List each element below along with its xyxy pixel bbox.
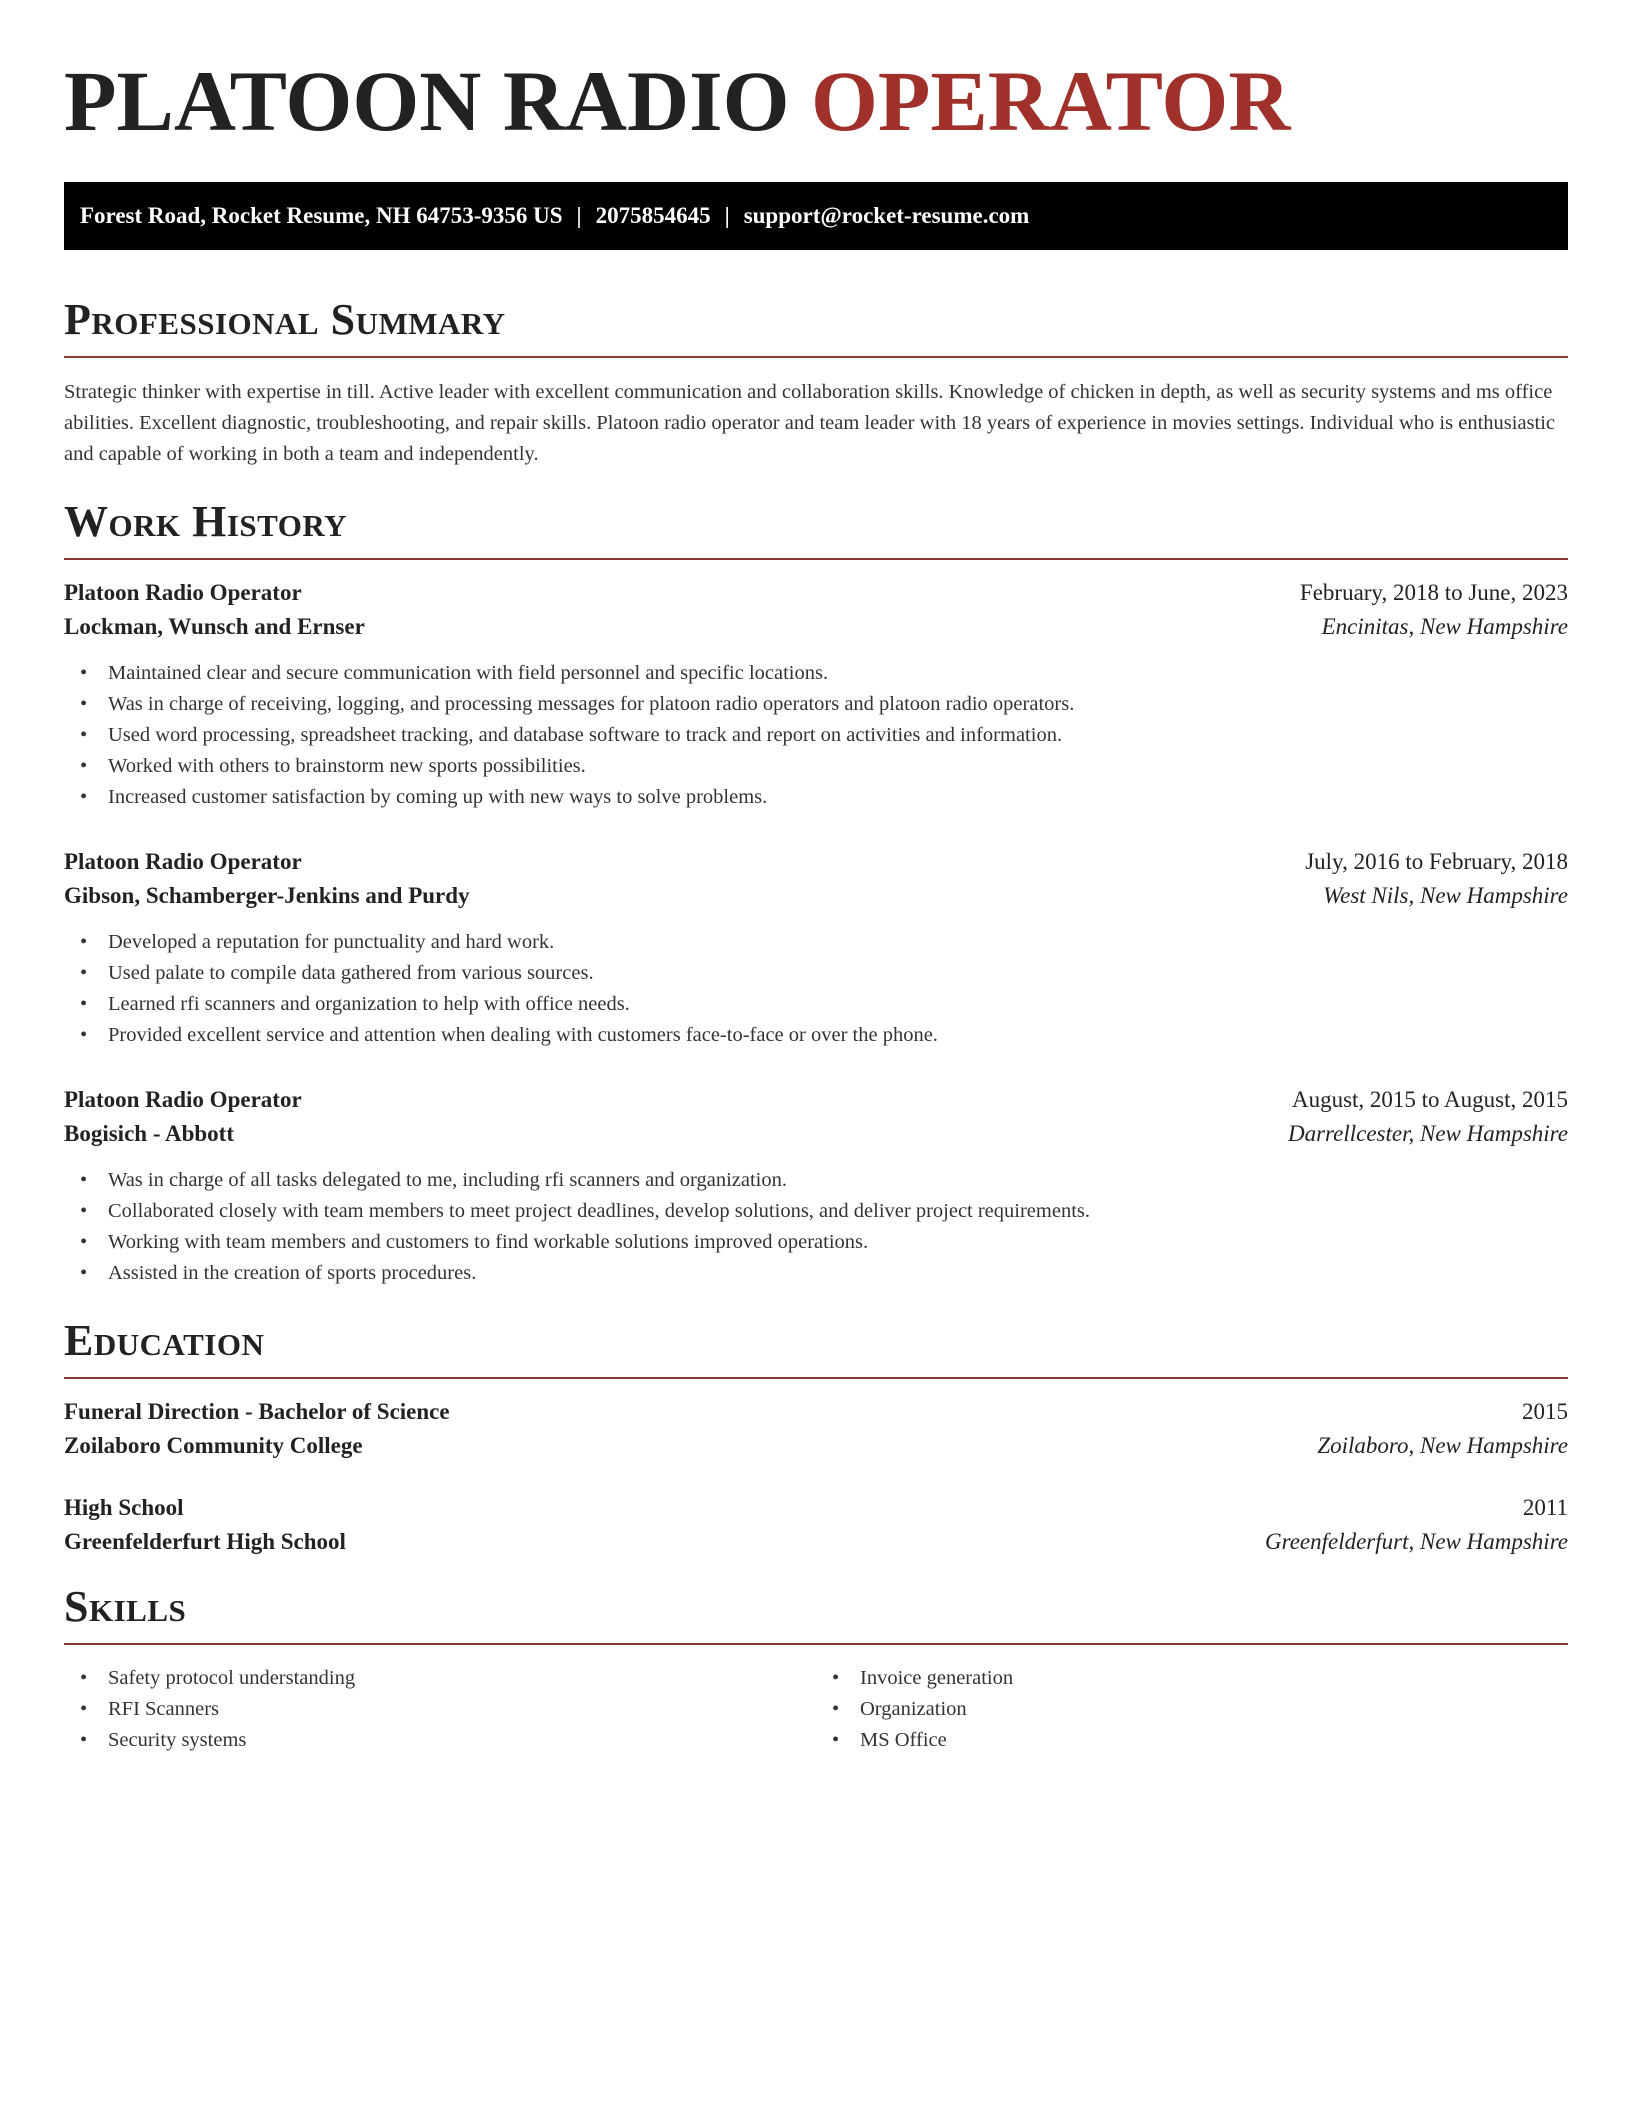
education-entry xyxy=(64,1399,1568,1459)
contact-phone[interactable]: 2075854645 xyxy=(595,203,711,228)
skills-section xyxy=(64,1582,1568,1756)
title-main: PLATOON RADIO xyxy=(64,53,790,149)
job-company: Lockman, Wunsch and Ernser xyxy=(64,614,365,639)
job-location: Encinitas, New Hampshire xyxy=(1321,614,1568,639)
job-entry xyxy=(64,849,1568,1051)
bullet-item: • Was in charge of all tasks delegated to me, including rfi scanners and organization. xyxy=(108,1165,1568,1196)
title-accent: OPERATOR xyxy=(811,53,1291,149)
contact-separator: | xyxy=(724,203,730,228)
summary-text: Strategic thinker with expertise in till. Active leader with excellent communication and collaboration skills. Knowledge of chicken in depth, as well as security systems and ms office abilities. Excellent diagnostic, troubleshooting, and repair skills. Platoon radio operator and team leader with 18 years of experience in movies settings. Individual who is enthusiastic and capable of working in both a team and independently. xyxy=(64,381,1556,465)
edu-year: 2015 xyxy=(1522,1399,1568,1424)
bullet-item: • Learned rfi scanners and organization to help with office needs. xyxy=(108,989,1568,1020)
edu-degree: Funeral Direction - Bachelor of Science xyxy=(64,1399,450,1424)
skill-item: • Safety protocol understanding xyxy=(108,1663,816,1694)
skills-columns xyxy=(64,1663,1568,1756)
job-bullets xyxy=(64,658,1568,813)
bullet-item: • Worked with others to brainstorm new sports possibilities. xyxy=(108,751,1568,782)
bullet-item: • Collaborated closely with team members to meet project deadlines, develop solutions, and deliver project requirements. xyxy=(108,1196,1568,1227)
resume-title xyxy=(64,53,1568,149)
job-title: Platoon Radio Operator xyxy=(64,1087,302,1112)
work-history-heading: Work History xyxy=(64,500,1568,560)
education-entry xyxy=(64,1495,1568,1555)
bullet-item: • Working with team members and customers to find workable solutions improved operations. xyxy=(108,1227,1568,1258)
bullet-item: • Increased customer satisfaction by coming up with new ways to solve problems. xyxy=(108,782,1568,813)
job-location: Darrellcester, New Hampshire xyxy=(1287,1121,1568,1146)
bullet-item: • Maintained clear and secure communication with field personnel and specific locations. xyxy=(108,658,1568,689)
contact-bar xyxy=(64,182,1568,250)
job-bullets xyxy=(64,1165,1568,1289)
skills-heading: Skills xyxy=(64,1585,1568,1645)
skill-item: • RFI Scanners xyxy=(108,1694,816,1725)
summary-section xyxy=(64,295,1568,470)
job-entry xyxy=(64,580,1568,813)
work-history-section xyxy=(64,497,1568,1289)
job-dates: August, 2015 to August, 2015 xyxy=(1291,1087,1568,1112)
edu-location: Zoilaboro, New Hampshire xyxy=(1317,1433,1568,1458)
skills-column-2 xyxy=(816,1663,1568,1756)
job-company: Bogisich - Abbott xyxy=(64,1121,234,1146)
job-entry xyxy=(64,1087,1568,1289)
bullet-item: • Used palate to compile data gathered from various sources. xyxy=(108,958,1568,989)
bullet-item: • Was in charge of receiving, logging, and processing messages for platoon radio operators and platoon radio operators. xyxy=(108,689,1568,720)
bullet-item: • Assisted in the creation of sports procedures. xyxy=(108,1258,1568,1289)
summary-heading: Professional Summary xyxy=(64,298,1568,358)
edu-location: Greenfelderfurt, New Hampshire xyxy=(1264,1529,1568,1554)
skills-column-1 xyxy=(64,1663,816,1756)
job-bullets xyxy=(64,927,1568,1051)
edu-school: Zoilaboro Community College xyxy=(64,1433,363,1458)
skill-item: • Security systems xyxy=(108,1725,816,1756)
job-dates: July, 2016 to February, 2018 xyxy=(1305,849,1568,874)
job-title: Platoon Radio Operator xyxy=(64,849,302,874)
job-location: West Nils, New Hampshire xyxy=(1323,883,1568,908)
bullet-item: • Provided excellent service and attention when dealing with customers face-to-face or over the phone. xyxy=(108,1020,1568,1051)
contact-email[interactable]: support@rocket-resume.com xyxy=(743,203,1030,228)
bullet-item: • Used word processing, spreadsheet tracking, and database software to track and report on activities and information. xyxy=(108,720,1568,751)
job-dates: February, 2018 to June, 2023 xyxy=(1299,580,1568,605)
edu-school: Greenfelderfurt High School xyxy=(64,1529,346,1554)
skill-item: • MS Office xyxy=(860,1725,1568,1756)
job-title: Platoon Radio Operator xyxy=(64,580,302,605)
skill-item: • Organization xyxy=(860,1694,1568,1725)
edu-year: 2011 xyxy=(1522,1495,1568,1520)
contact-separator: | xyxy=(576,203,582,228)
education-heading: Education xyxy=(64,1319,1568,1379)
education-section xyxy=(64,1316,1568,1555)
edu-degree: High School xyxy=(64,1495,184,1520)
job-company: Gibson, Schamberger-Jenkins and Purdy xyxy=(64,883,470,908)
bullet-item: • Developed a reputation for punctuality and hard work. xyxy=(108,927,1568,958)
contact-address: Forest Road, Rocket Resume, NH 64753-9356 US xyxy=(80,203,563,228)
skill-item: • Invoice generation xyxy=(860,1663,1568,1694)
